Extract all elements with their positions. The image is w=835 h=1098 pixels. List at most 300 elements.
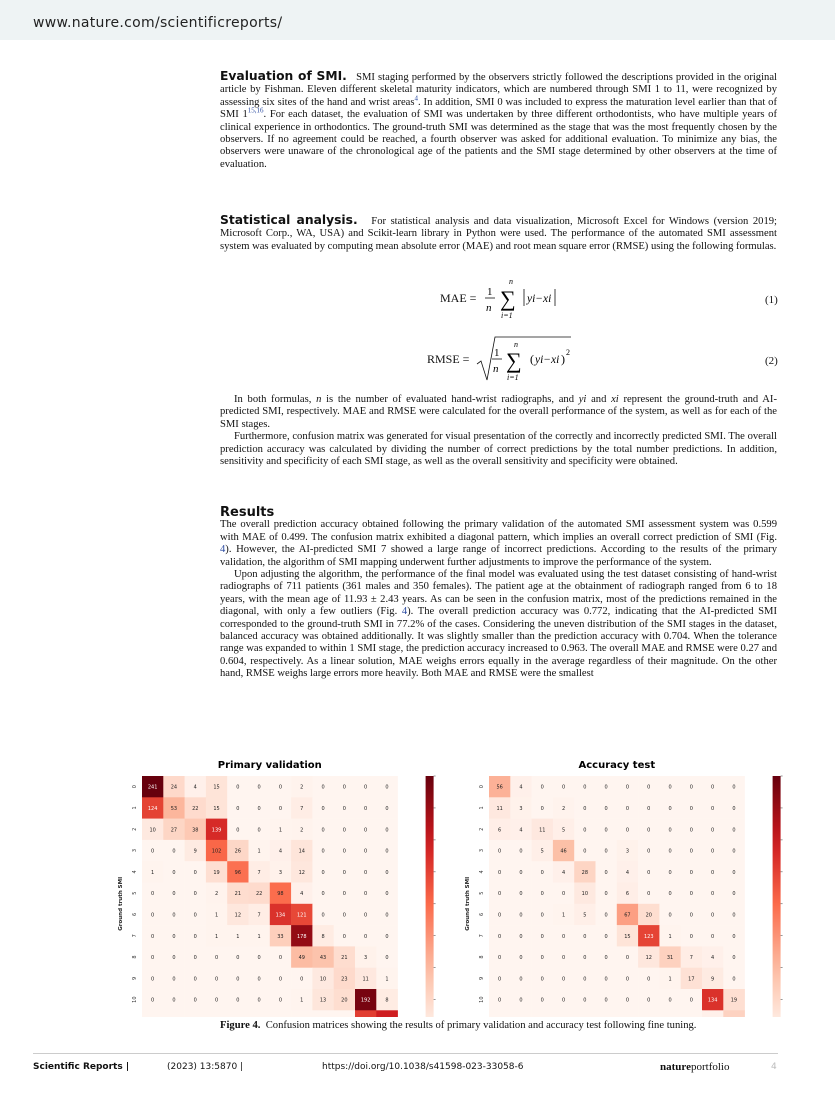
cell-label: 0 xyxy=(364,827,368,834)
cell-label: 0 xyxy=(172,997,176,1004)
cell-label: 0 xyxy=(172,912,176,919)
chart-title: Primary validation xyxy=(217,760,322,771)
y-tick-label: 10 xyxy=(132,996,138,1003)
cell-label: 4 xyxy=(278,848,283,855)
svg-text:1: 1 xyxy=(494,347,500,359)
page-number: 4 xyxy=(771,1062,777,1072)
chart-title: Accuracy test xyxy=(578,760,656,771)
cell-label: 102 xyxy=(211,848,222,855)
heatmap-cell xyxy=(291,1010,313,1017)
heatmap-cell xyxy=(489,1010,511,1017)
cell-label: 0 xyxy=(689,784,693,791)
cell-label: 0 xyxy=(364,805,368,812)
footer-doi-link[interactable]: https://doi.org/10.1038/s41598-023-33058-6 xyxy=(322,1062,524,1072)
cell-label: 192 xyxy=(360,997,371,1004)
cell-label: 56 xyxy=(496,784,503,791)
cell-label: 0 xyxy=(668,891,672,898)
cell-label: 0 xyxy=(519,933,523,940)
cell-label: 4 xyxy=(519,784,523,791)
cell-label: 0 xyxy=(647,891,651,898)
cell-label: 0 xyxy=(385,891,389,898)
cell-label: 0 xyxy=(711,805,715,812)
cell-label: 22 xyxy=(255,891,263,898)
cell-label: 0 xyxy=(193,891,197,898)
cell-label: 0 xyxy=(583,933,587,940)
cell-label: 3 xyxy=(625,848,630,855)
ref-link[interactable]: 15,16 xyxy=(247,106,264,115)
cell-label: 0 xyxy=(647,805,651,812)
figure-caption xyxy=(220,1020,780,1031)
statistical-text-1: For statistical analysis and data visualization, Microsoft Excel for Windows (version 2019; Microsoft Corp., WA, USA) and Scikit-learn library in Python were used. The performance of the automated SMI assessment system was evaluated by computing mean absolute error (MAE) and root mean square error (RMSE) using the following formulas. xyxy=(220,216,778,252)
cell-label: 0 xyxy=(625,976,630,983)
cell-label: 0 xyxy=(342,784,346,791)
cell-label: 0 xyxy=(732,933,736,940)
cell-label: 0 xyxy=(278,976,283,983)
cell-label: 0 xyxy=(519,976,523,983)
cell-label: 0 xyxy=(519,912,523,919)
stat-text-2b: is the number of evaluated hand-wrist radiographs, and xyxy=(321,394,579,405)
cell-label: 0 xyxy=(342,933,346,940)
cell-label: 0 xyxy=(342,869,346,876)
cell-label: 19 xyxy=(730,997,738,1004)
y-tick-label: 3 xyxy=(132,848,138,853)
results-text-1a: The overall prediction accuracy obtained following the primary validation of the automated SMI assessment system was 0.599 with MAE of 0.499. The confusion matrix exhibited a diagonal pattern, which implies an overall correct prediction of SMI (Fig. xyxy=(220,519,777,543)
cell-label: 0 xyxy=(236,955,240,962)
cell-label: 241 xyxy=(147,784,158,791)
cell-label: 17 xyxy=(688,976,695,983)
cell-label: 0 xyxy=(689,891,693,898)
y-tick-label: 2 xyxy=(132,827,138,831)
cell-label: 3 xyxy=(519,805,523,812)
cell-label: 0 xyxy=(257,805,261,812)
cell-label: 0 xyxy=(711,784,715,791)
stat-text-2d: represent the ground-truth and AI-predicted SMI, respectively. MAE and RMSE were calculated for the overall performance of the system, as well as for each of the SMI stages. xyxy=(220,394,777,430)
y-tick-label: 9 xyxy=(132,976,138,980)
footer-journal: Scientific Reports | xyxy=(33,1062,130,1072)
cell-label: 0 xyxy=(561,976,566,983)
cell-label: 0 xyxy=(647,784,651,791)
cell-label: 0 xyxy=(342,805,346,812)
cell-label: 4 xyxy=(711,955,715,962)
results-title: Results xyxy=(220,505,275,520)
cell-label: 0 xyxy=(583,827,587,834)
cell-label: 178 xyxy=(296,933,307,940)
cell-label: 31 xyxy=(666,955,674,962)
cell-label: 0 xyxy=(689,827,693,834)
cell-label: 0 xyxy=(604,784,608,791)
cell-label: 0 xyxy=(364,891,368,898)
svg-text:n: n xyxy=(493,363,499,375)
evaluation-text-2: . In addition, SMI 0 was included to express the maturation level earlier than that of SMI 1 xyxy=(220,96,777,121)
cell-label: 0 xyxy=(561,933,566,940)
heatmap-cell xyxy=(206,1010,228,1017)
cell-label: 0 xyxy=(498,933,502,940)
cell-label: 0 xyxy=(498,848,502,855)
cell-label: 0 xyxy=(732,891,736,898)
svg-text:2: 2 xyxy=(566,348,570,357)
cell-label: 0 xyxy=(193,955,197,962)
cell-label: 0 xyxy=(689,912,693,919)
svg-text:yi−xi: yi−xi xyxy=(527,293,552,305)
cell-label: 0 xyxy=(236,976,240,983)
cell-label: 4 xyxy=(300,891,304,898)
cell-label: 7 xyxy=(257,912,261,919)
y-tick-label: 2 xyxy=(479,827,485,831)
cell-label: 0 xyxy=(625,827,630,834)
cell-label: 0 xyxy=(342,891,346,898)
heatmap-cell xyxy=(227,1010,249,1017)
cell-label: 21 xyxy=(341,955,348,962)
cell-label: 0 xyxy=(364,784,368,791)
fig-ref-link[interactable]: 4 xyxy=(401,606,408,618)
var-xi: xi xyxy=(611,394,619,405)
heatmap-cell xyxy=(334,1010,356,1017)
cell-label: 46 xyxy=(560,848,567,855)
cell-label: 0 xyxy=(711,933,715,940)
y-tick-label: 5 xyxy=(479,891,485,895)
cell-label: 1 xyxy=(257,848,261,855)
cell-label: 8 xyxy=(321,933,325,940)
cell-label: 0 xyxy=(519,848,523,855)
heatmap-cell xyxy=(270,1010,292,1017)
y-axis-label: Ground truth SMI xyxy=(465,876,471,931)
site-url[interactable]: www.nature.com/scientificreports/ xyxy=(33,15,283,31)
cell-label: 0 xyxy=(257,827,261,834)
cell-label: 0 xyxy=(583,784,587,791)
cell-label: 0 xyxy=(278,784,283,791)
cell-label: 0 xyxy=(321,891,325,898)
cell-label: 24 xyxy=(170,784,178,791)
svg-text:1: 1 xyxy=(487,286,493,298)
y-axis-label: Ground truth SMI xyxy=(118,876,124,931)
cell-label: 15 xyxy=(213,784,220,791)
cell-label: 19 xyxy=(213,869,220,876)
cell-label: 0 xyxy=(647,976,651,983)
heatmap-cell xyxy=(142,1010,164,1017)
cell-label: 0 xyxy=(236,997,240,1004)
cell-label: 0 xyxy=(385,933,389,940)
cell-label: 0 xyxy=(519,955,523,962)
cell-label: 1 xyxy=(278,827,283,834)
cell-label: 0 xyxy=(540,933,544,940)
cell-label: 0 xyxy=(689,869,693,876)
cell-label: 3 xyxy=(364,955,368,962)
cell-label: 0 xyxy=(257,955,261,962)
cell-label: 0 xyxy=(151,848,155,855)
cell-label: 0 xyxy=(172,955,176,962)
cell-label: 0 xyxy=(604,933,608,940)
cell-label: 1 xyxy=(236,933,240,940)
cell-label: 0 xyxy=(321,784,325,791)
heatmap-cell xyxy=(659,1010,681,1017)
cell-label: 123 xyxy=(643,933,654,940)
heatmap-cell xyxy=(553,1010,575,1017)
cell-label: 0 xyxy=(668,912,672,919)
cell-label: 0 xyxy=(711,827,715,834)
heatmap-cell xyxy=(681,1010,703,1017)
cell-label: 0 xyxy=(385,912,389,919)
cell-label: 0 xyxy=(151,891,155,898)
cell-label: 0 xyxy=(364,912,368,919)
cell-label: 4 xyxy=(519,827,523,834)
results-text-2a: Upon adjusting the algorithm, the performance of the final model was evaluated using the test dataset consisting of hand-wrist radiographs of 711 patients (361 males and 350 females). The patient age at the obtainment of radiograph ranged from 6 to 18 years, with the mean age of 11.93 ± 2.43 years. As can be seen in the confusion matrix, most of the predictions remained in the diagonal, with only a few outliers (Fig. xyxy=(220,569,777,618)
cell-label: 0 xyxy=(604,955,608,962)
cell-label: 9 xyxy=(711,976,715,983)
heatmap-cell xyxy=(596,1010,618,1017)
cell-label: 0 xyxy=(711,891,715,898)
cell-label: 0 xyxy=(342,848,346,855)
evaluation-title: Evaluation of SMI. xyxy=(220,69,347,83)
cell-label: 0 xyxy=(540,955,544,962)
cell-label: 0 xyxy=(498,997,502,1004)
stat-text-2c: and xyxy=(586,394,612,405)
figure-caption-text: Confusion matrices showing the results of primary validation and accuracy test following fine tuning. xyxy=(265,1020,697,1031)
cell-label: 0 xyxy=(668,848,672,855)
statistical-title: Statistical analysis. xyxy=(220,213,358,227)
cell-label: 20 xyxy=(341,997,348,1004)
cell-label: 0 xyxy=(689,848,693,855)
cell-label: 0 xyxy=(151,912,155,919)
cell-label: 27 xyxy=(170,827,178,834)
cell-label: 0 xyxy=(498,976,502,983)
heatmap-cell xyxy=(617,1010,639,1017)
eq1-formula xyxy=(484,276,564,324)
cell-label: 21 xyxy=(234,891,242,898)
cell-label: 7 xyxy=(300,805,304,812)
cell-label: 0 xyxy=(257,997,261,1004)
cell-label: 0 xyxy=(385,848,389,855)
y-tick-label: 7 xyxy=(479,934,485,938)
cell-label: 0 xyxy=(151,997,155,1004)
heatmap-cell xyxy=(510,1010,532,1017)
cell-label: 0 xyxy=(172,848,176,855)
cell-label: 0 xyxy=(625,784,630,791)
cell-label: 0 xyxy=(711,912,715,919)
cell-label: 0 xyxy=(257,784,261,791)
cell-label: 0 xyxy=(385,869,389,876)
cell-label: 1 xyxy=(668,933,672,940)
eq2-formula xyxy=(475,334,575,386)
cell-label: 3 xyxy=(278,869,283,876)
cell-label: 1 xyxy=(561,912,566,919)
cell-label: 0 xyxy=(668,827,672,834)
cell-label: 0 xyxy=(172,933,176,940)
eq1-number: (1) xyxy=(765,294,778,306)
cell-label: 0 xyxy=(236,827,240,834)
cell-label: 0 xyxy=(561,997,566,1004)
heatmap-primary-validation xyxy=(108,752,438,1017)
cell-label: 23 xyxy=(341,976,348,983)
y-tick-label: 0 xyxy=(479,785,485,789)
cell-label: 0 xyxy=(236,784,240,791)
cell-label: 0 xyxy=(342,827,346,834)
svg-text:n: n xyxy=(486,302,492,314)
cell-label: 98 xyxy=(277,891,284,898)
heatmap-cell xyxy=(638,1010,660,1017)
cell-label: 0 xyxy=(236,805,240,812)
cell-label: 0 xyxy=(540,912,544,919)
cell-label: 0 xyxy=(364,933,368,940)
cell-label: 0 xyxy=(321,869,325,876)
heatmap-cell xyxy=(532,1010,554,1017)
cell-label: 5 xyxy=(540,848,544,855)
cell-label: 9 xyxy=(193,848,197,855)
y-tick-label: 6 xyxy=(132,912,138,917)
cell-label: 12 xyxy=(234,912,242,919)
svg-text:yi−xi: yi−xi xyxy=(535,354,560,366)
cell-label: 43 xyxy=(319,955,327,962)
colorbar xyxy=(773,776,781,1017)
cell-label: 4 xyxy=(193,784,197,791)
cell-label: 0 xyxy=(193,869,197,876)
cell-label: 0 xyxy=(540,869,544,876)
cell-label: 4 xyxy=(625,869,630,876)
cell-label: 0 xyxy=(668,784,672,791)
site-header xyxy=(0,0,835,40)
cell-label: 0 xyxy=(151,976,155,983)
colorbar xyxy=(426,776,434,1017)
cell-label: 1 xyxy=(385,976,389,983)
nature-portfolio-logo: natureportfolio xyxy=(660,1061,730,1073)
cell-label: 0 xyxy=(257,976,261,983)
cell-label: 96 xyxy=(234,869,242,876)
cell-label: 22 xyxy=(192,805,199,812)
cell-label: 0 xyxy=(561,955,566,962)
cell-label: 0 xyxy=(278,805,283,812)
cell-label: 11 xyxy=(496,805,503,812)
heatmap-cell xyxy=(702,1010,724,1017)
cell-label: 12 xyxy=(298,869,305,876)
cell-label: 0 xyxy=(540,784,544,791)
cell-label: 0 xyxy=(583,805,587,812)
cell-label: 0 xyxy=(647,997,651,1004)
y-tick-label: 5 xyxy=(132,891,138,895)
cell-label: 0 xyxy=(519,869,523,876)
svg-text:i=1: i=1 xyxy=(501,311,513,320)
cell-label: 0 xyxy=(583,955,587,962)
cell-label: 53 xyxy=(170,805,178,812)
cell-label: 4 xyxy=(561,869,566,876)
cell-label: 0 xyxy=(561,891,566,898)
cell-label: 0 xyxy=(385,955,389,962)
cell-label: 26 xyxy=(234,848,242,855)
cell-label: 0 xyxy=(214,955,219,962)
cell-label: 0 xyxy=(214,997,219,1004)
cell-label: 0 xyxy=(540,805,544,812)
fig-ref-link[interactable]: 4 xyxy=(220,544,226,556)
cell-label: 0 xyxy=(583,976,587,983)
cell-label: 0 xyxy=(278,997,283,1004)
svg-text:∑: ∑ xyxy=(506,348,522,373)
cell-label: 139 xyxy=(211,827,222,834)
y-tick-label: 10 xyxy=(479,996,485,1003)
cell-label: 134 xyxy=(275,912,286,919)
svg-text:∑: ∑ xyxy=(500,286,516,311)
cell-label: 0 xyxy=(732,848,736,855)
y-tick-label: 9 xyxy=(479,976,485,980)
cell-label: 0 xyxy=(732,955,736,962)
cell-label: 0 xyxy=(300,976,304,983)
cell-label: 0 xyxy=(689,933,693,940)
cell-label: 49 xyxy=(298,955,305,962)
section-statistical-cont xyxy=(220,394,777,468)
cell-label: 0 xyxy=(604,912,608,919)
cell-label: 0 xyxy=(321,912,325,919)
cell-label: 14 xyxy=(298,848,305,855)
results-text-1b: ). However, the AI-predicted SMI 7 showed a large range of incorrect predictions. According to the results of the primary validation, the algorithm of SMI mapping underwent further adjustments to improve the performance of the system. xyxy=(220,544,777,568)
cell-label: 0 xyxy=(625,997,630,1004)
cell-label: 0 xyxy=(604,827,608,834)
cell-label: 11 xyxy=(539,827,546,834)
cell-label: 1 xyxy=(300,997,304,1004)
cell-label: 0 xyxy=(193,933,197,940)
cell-label: 0 xyxy=(732,827,736,834)
cell-label: 10 xyxy=(149,827,156,834)
cell-label: 0 xyxy=(711,869,715,876)
cell-label: 0 xyxy=(689,997,693,1004)
eq1-lhs: MAE = xyxy=(440,291,477,305)
cell-label: 0 xyxy=(364,848,368,855)
cell-label: 11 xyxy=(362,976,369,983)
cell-label: 0 xyxy=(604,869,608,876)
cell-label: 0 xyxy=(604,891,608,898)
cell-label: 1 xyxy=(214,933,219,940)
cell-label: 0 xyxy=(732,869,736,876)
svg-text:(: ( xyxy=(530,352,534,366)
ref-link[interactable]: 4 xyxy=(414,94,418,103)
cell-label: 0 xyxy=(583,848,587,855)
cell-label: 0 xyxy=(540,891,544,898)
cell-label: 0 xyxy=(625,955,630,962)
cell-label: 10 xyxy=(581,891,589,898)
cell-label: 0 xyxy=(172,976,176,983)
evaluation-text-1: SMI staging performed by the observers strictly followed the descriptions provided in the original article by Fishman. Eleven different skeletal maturity indicators, which are numbered through SMI 1 to 11, were recognized by assessing six sites of the hand and wrist areas xyxy=(220,72,777,108)
cell-label: 0 xyxy=(647,827,651,834)
cell-label: 0 xyxy=(498,912,502,919)
cell-label: 0 xyxy=(498,891,502,898)
y-tick-label: 1 xyxy=(132,806,138,810)
cell-label: 0 xyxy=(321,827,325,834)
cell-label: 20 xyxy=(645,912,652,919)
cell-label: 0 xyxy=(498,869,502,876)
cell-label: 0 xyxy=(498,955,502,962)
eq2-lhs: RMSE = xyxy=(427,352,470,366)
cell-label: 0 xyxy=(732,805,736,812)
cell-label: 0 xyxy=(647,848,651,855)
cell-label: 0 xyxy=(385,784,389,791)
cell-label: 0 xyxy=(668,869,672,876)
cell-label: 0 xyxy=(647,869,651,876)
y-tick-label: 6 xyxy=(479,912,485,917)
cell-label: 2 xyxy=(214,891,219,898)
cell-label: 2 xyxy=(300,784,304,791)
cell-label: 13 xyxy=(319,997,327,1004)
heatmap-cell xyxy=(312,1010,334,1017)
cell-label: 0 xyxy=(151,955,155,962)
cell-label: 0 xyxy=(364,869,368,876)
cell-label: 10 xyxy=(319,976,327,983)
heatmap-cell xyxy=(185,1010,207,1017)
cell-label: 0 xyxy=(321,848,325,855)
cell-label: 6 xyxy=(625,891,630,898)
cell-label: 0 xyxy=(540,997,544,1004)
cell-label: 67 xyxy=(624,912,631,919)
cell-label: 1 xyxy=(214,912,219,919)
cell-label: 1 xyxy=(151,869,155,876)
cell-label: 121 xyxy=(296,912,307,919)
heatmap-cell xyxy=(723,1010,745,1017)
cell-label: 2 xyxy=(300,827,304,834)
